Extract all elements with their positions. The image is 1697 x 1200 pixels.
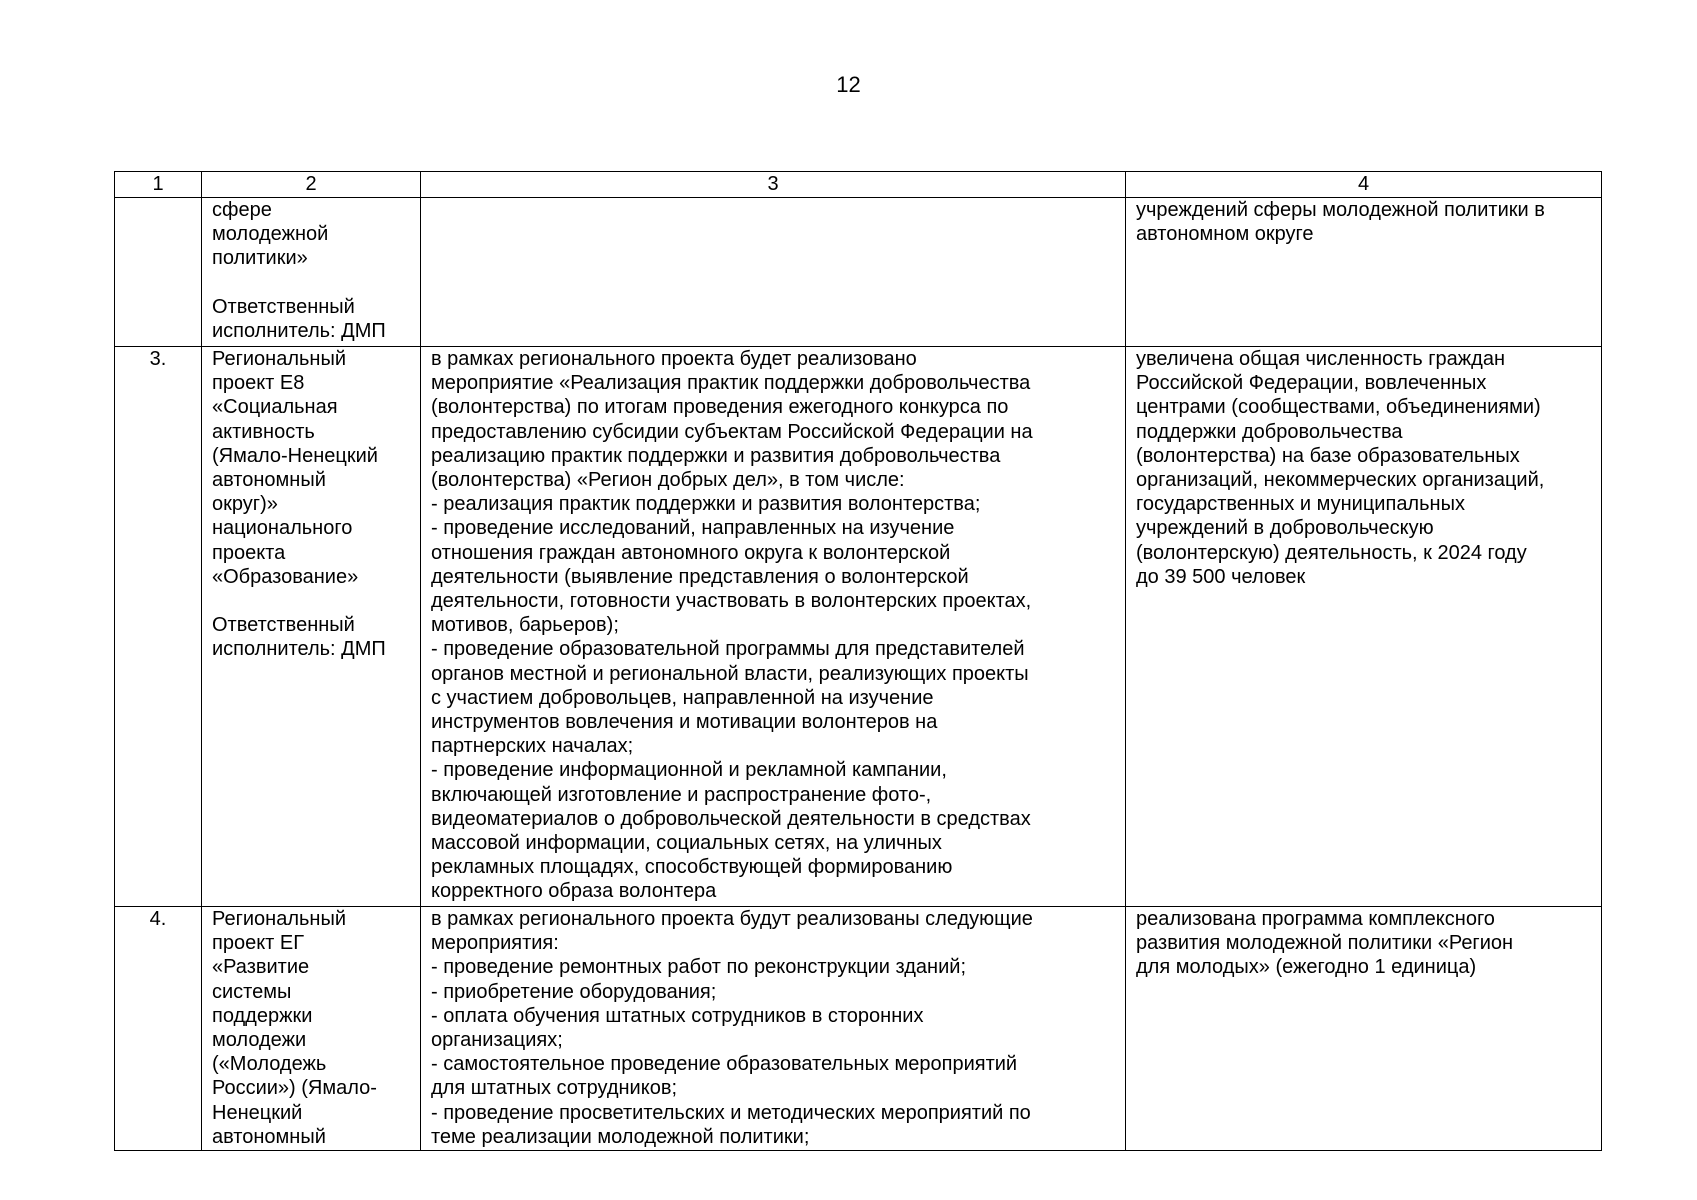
cell-text-line: Ответственный bbox=[212, 295, 355, 318]
result-cell bbox=[1126, 347, 1602, 907]
result-cell bbox=[1126, 907, 1602, 1151]
column-header-4: 4 bbox=[1126, 172, 1602, 198]
cell-text-line: в рамках регионального проекта будут реализованы следующие bbox=[431, 908, 1033, 930]
cell-text-line: молодежи bbox=[212, 1029, 307, 1052]
cell-text-line: («Молодежь bbox=[212, 1053, 327, 1076]
cell-text-line: для молодых» (ежегодно 1 единица) bbox=[1136, 956, 1477, 979]
cell-text-line: автономный bbox=[212, 469, 326, 492]
cell-text-line: национального bbox=[212, 517, 353, 540]
cell-text-line: «Развитие bbox=[212, 956, 310, 979]
program-table bbox=[114, 171, 1602, 1151]
cell-text-line: реализована программа комплексного bbox=[1136, 908, 1495, 930]
cell-text-line: органов местной и региональной власти, реализующих проекты bbox=[431, 662, 1029, 685]
cell-text-line: - проведение ремонтных работ по реконструкции зданий; bbox=[431, 956, 966, 979]
cell-text-line: мероприятие «Реализация практик поддержки добровольчества bbox=[431, 372, 1031, 395]
cell-text-line: деятельности, готовности участвовать в волонтерских проектах, bbox=[431, 590, 1032, 613]
cell-text-line: - проведение информационной и рекламной кампании, bbox=[431, 759, 947, 782]
cell-text-line: системы bbox=[212, 980, 292, 1003]
cell-text-line: в рамках регионального проекта будет реализовано bbox=[431, 348, 917, 370]
cell-text-line: организаций, некоммерческих организаций, bbox=[1136, 469, 1545, 492]
cell-text-line: молодежной bbox=[212, 223, 329, 246]
cell-text-line: центрами (сообществами, объединениями) bbox=[1136, 396, 1541, 419]
cell-text-line: включающей изготовление и распространение фото-, bbox=[431, 783, 932, 806]
cell-text-line: Региональный bbox=[212, 908, 347, 930]
cell-text-line: (волонтерства) на базе образовательных bbox=[1136, 444, 1520, 467]
cell-text-line: массовой информации, социальных сетях, на уличных bbox=[431, 832, 942, 855]
cell-text-line: - оплата обучения штатных сотрудников в сторонних bbox=[431, 1004, 924, 1027]
cell-text-line: - приобретение оборудования; bbox=[431, 980, 717, 1003]
cell-text-line: партнерских началах; bbox=[431, 735, 634, 758]
cell-text-line: (волонтерства) «Регион добрых дел», в том числе: bbox=[431, 469, 905, 492]
cell-text-line: мероприятия: bbox=[431, 932, 559, 955]
cell-text-line: учреждений в добровольческую bbox=[1136, 517, 1434, 540]
cell-text-line: отношения граждан автономного округа к волонтерской bbox=[431, 541, 951, 564]
cell-text-line: теме реализации молодежной политики; bbox=[431, 1125, 810, 1148]
cell-text-line: - реализация практик поддержки и развития волонтерства; bbox=[431, 493, 981, 516]
cell-text-line: для штатных сотрудников; bbox=[431, 1077, 677, 1100]
cell-text-line: инструментов вовлечения и мотивации волонтеров на bbox=[431, 711, 938, 734]
cell-text-line: видеоматериалов о добровольческой деятельности в средствах bbox=[431, 807, 1031, 830]
cell-text-line: увеличена общая численность граждан bbox=[1136, 348, 1506, 370]
cell-text-line: проект Е8 bbox=[212, 372, 305, 395]
program-name-cell bbox=[202, 907, 421, 1151]
cell-text-line: корректного образа волонтера bbox=[431, 880, 717, 903]
cell-text-line: (Ямало-Ненецкий bbox=[212, 444, 378, 467]
table-row bbox=[115, 198, 1602, 347]
cell-text-line: проект ЕГ bbox=[212, 932, 305, 955]
cell-text-line: автономный bbox=[212, 1125, 326, 1148]
cell-text-line: «Социальная bbox=[212, 396, 338, 419]
cell-text-line: реализацию практик поддержки и развития добровольчества bbox=[431, 444, 1001, 467]
cell-text-line: округ)» bbox=[212, 493, 278, 516]
cell-text-line: Ответственный bbox=[212, 614, 355, 637]
cell-text-line: учреждений сферы молодежной политики в bbox=[1136, 199, 1545, 221]
row-number: 4. bbox=[115, 907, 202, 1151]
cell-text-line: политики» bbox=[212, 247, 308, 270]
column-header-1: 1 bbox=[115, 172, 202, 198]
cell-text-line: деятельности (выявление представления о волонтерской bbox=[431, 565, 969, 588]
cell-text-line: - проведение образовательной программы для представителей bbox=[431, 638, 1025, 661]
activities-cell bbox=[421, 907, 1126, 1151]
cell-text-line: с участием добровольцев, направленной на изучение bbox=[431, 686, 934, 709]
cell-text-line: «Образование» bbox=[212, 565, 359, 588]
cell-text-line: поддержки добровольчества bbox=[1136, 420, 1403, 443]
cell-text-line: до 39 500 человек bbox=[1136, 565, 1306, 588]
blank-line bbox=[212, 589, 410, 613]
cell-text-line: государственных и муниципальных bbox=[1136, 493, 1465, 516]
cell-text-line: Ненецкий bbox=[212, 1101, 303, 1124]
cell-text-line: поддержки bbox=[212, 1004, 313, 1027]
activities-cell bbox=[421, 198, 1126, 347]
blank-line bbox=[212, 271, 410, 295]
row-number bbox=[115, 198, 202, 347]
table-row bbox=[115, 347, 1602, 907]
cell-text-line: - самостоятельное проведение образовательных мероприятий bbox=[431, 1053, 1018, 1076]
program-name-cell bbox=[202, 198, 421, 347]
cell-text-line: Региональный bbox=[212, 348, 347, 370]
cell-text-line: - проведение просветительских и методических мероприятий по bbox=[431, 1101, 1031, 1124]
page-number: 12 bbox=[836, 72, 861, 97]
cell-text-line: предоставлению субсидии субъектам Российской Федерации на bbox=[431, 420, 1033, 443]
row-number: 3. bbox=[115, 347, 202, 907]
cell-text-line: исполнитель: ДМП bbox=[212, 638, 386, 661]
cell-text-line: сфере bbox=[212, 199, 272, 221]
cell-text-line: активность bbox=[212, 420, 315, 443]
cell-text-line: проекта bbox=[212, 541, 286, 564]
cell-text-line: рекламных площадях, способствующей формированию bbox=[431, 856, 953, 879]
cell-text-line: России») (Ямало- bbox=[212, 1077, 377, 1100]
activities-cell bbox=[421, 347, 1126, 907]
cell-text-line: Российской Федерации, вовлеченных bbox=[1136, 372, 1487, 395]
table-header-row bbox=[115, 172, 1602, 198]
cell-text-line: автономном округе bbox=[1136, 223, 1314, 246]
cell-text-line: развития молодежной политики «Регион bbox=[1136, 932, 1514, 955]
column-header-3: 3 bbox=[421, 172, 1126, 198]
result-cell bbox=[1126, 198, 1602, 347]
cell-text-line: исполнитель: ДМП bbox=[212, 320, 386, 342]
program-name-cell bbox=[202, 347, 421, 907]
cell-text-line: организациях; bbox=[431, 1029, 563, 1052]
cell-text-line: (волонтерства) по итогам проведения ежегодного конкурса по bbox=[431, 396, 1009, 419]
cell-text-line: (волонтерскую) деятельность, к 2024 году bbox=[1136, 541, 1527, 564]
cell-text-line: мотивов, барьеров); bbox=[431, 614, 619, 637]
column-header-2: 2 bbox=[202, 172, 421, 198]
cell-text-line: - проведение исследований, направленных на изучение bbox=[431, 517, 955, 540]
table-row bbox=[115, 907, 1602, 1151]
